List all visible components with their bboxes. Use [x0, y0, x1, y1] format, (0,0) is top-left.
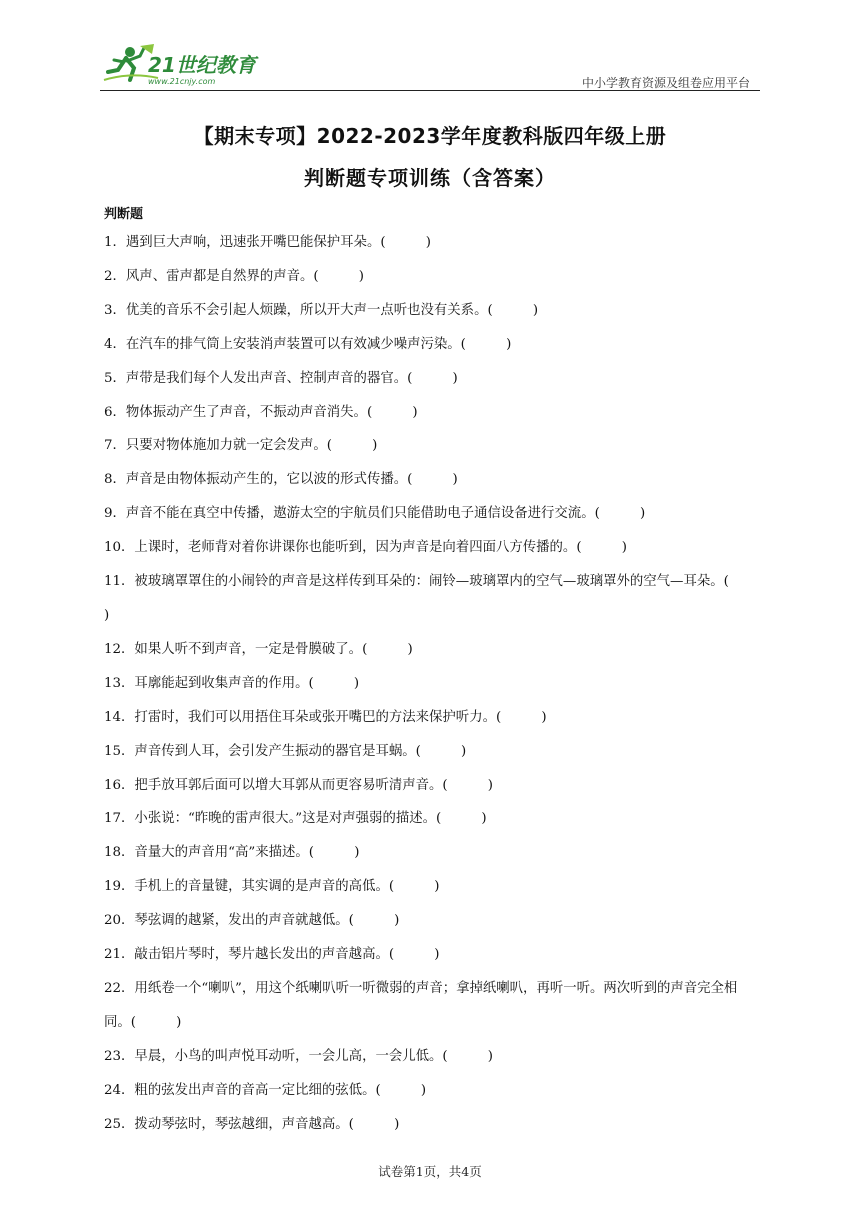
page-header: [100, 42, 760, 92]
document-title-line1: 【期末专项】2022-2023学年度教科版四年级上册: [193, 124, 667, 148]
question-item: 15．声音传到人耳，会引发产生振动的器官是耳蜗。( ): [104, 743, 467, 759]
question-item: 11．被玻璃罩罩住的小闹铃的声音是这样传到耳朵的：闹铃—玻璃罩内的空气—玻璃罩外的空气—耳朵。( ): [104, 574, 770, 623]
question-item: 8．声音是由物体振动产生的，它以波的形式传播。( ): [104, 472, 458, 488]
site-logo: [100, 42, 270, 88]
question-list: [104, 226, 770, 1141]
question-item: 20．琴弦调的越紧，发出的声音就越低。( ): [104, 913, 400, 929]
question-item: 23．早晨，小鸟的叫声悦耳动听，一会儿高，一会儿低。( ): [104, 1048, 494, 1064]
question-item: 24．粗的弦发出声音的音高一定比细的弦低。( ): [104, 1082, 427, 1098]
logo-text: 21世纪教育: [148, 53, 256, 77]
header-divider: [100, 90, 760, 91]
question-item: 6．物体振动产生了声音，不振动声音消失。( ): [104, 404, 418, 420]
question-item: 7．只要对物体施加力就一定会发声。( ): [104, 438, 378, 454]
question-item: 21．敲击铝片琴时，琴片越长发出的声音越高。( ): [104, 947, 440, 963]
question-item: 5．声带是我们每个人发出声音、控制声音的器官。( ): [104, 370, 458, 386]
question-item: 18．音量大的声音用“高”来描述。( ): [104, 845, 360, 861]
question-item: 10．上课时，老师背对着你讲课你也能听到，因为声音是向着四面八方传播的。( ): [104, 540, 627, 556]
question-item: 12．如果人听不到声音，一定是骨膜破了。( ): [104, 641, 413, 657]
question-item: 14．打雷时，我们可以用捂住耳朵或张开嘴巴的方法来保护听力。( ): [104, 709, 547, 725]
question-item: 13．耳廓能起到收集声音的作用。( ): [104, 675, 360, 691]
question-item: 9．声音不能在真空中传播，遨游太空的宇航员们只能借助电子通信设备进行交流。( ): [104, 506, 646, 522]
question-item: 16．把手放耳郭后面可以增大耳郭从而更容易听清声音。( ): [104, 777, 494, 793]
document-title-line2: 判断题专项训练（含答案）: [304, 166, 556, 190]
runner-logo-icon: [100, 42, 270, 88]
question-item: 1．遇到巨大声响，迅速张开嘴巴能保护耳朵。( ): [104, 235, 431, 250]
question-item: 2．风声、雷声都是自然界的声音。( ): [104, 268, 364, 284]
section-label: 判断题: [104, 207, 144, 222]
question-item: 25．拨动琴弦时，琴弦越细，声音越高。( ): [104, 1116, 400, 1132]
question-item: 17．小张说：“昨晚的雷声很大。”这是对声强弱的描述。( ): [104, 811, 487, 827]
question-item: 22．用纸卷一个“喇叭”，用这个纸喇叭听一听微弱的声音；拿掉纸喇叭，再听一听。两次听到的声音完全相同。( ): [104, 980, 738, 1030]
question-item: 4．在汽车的排气筒上安装消声装置可以有效减少噪声污染。( ): [104, 336, 512, 352]
logo-url-text: www.21cnjy.com: [148, 77, 216, 86]
page-footer: 试卷第1页，共4页: [378, 1164, 482, 1179]
question-item: 19．手机上的音量键，其实调的是声音的高低。( ): [104, 879, 440, 895]
question-item: 3．优美的音乐不会引起人烦躁，所以开大声一点听也没有关系。( ): [104, 302, 539, 318]
header-platform-name: 中小学教育资源及组卷应用平台: [581, 76, 750, 90]
